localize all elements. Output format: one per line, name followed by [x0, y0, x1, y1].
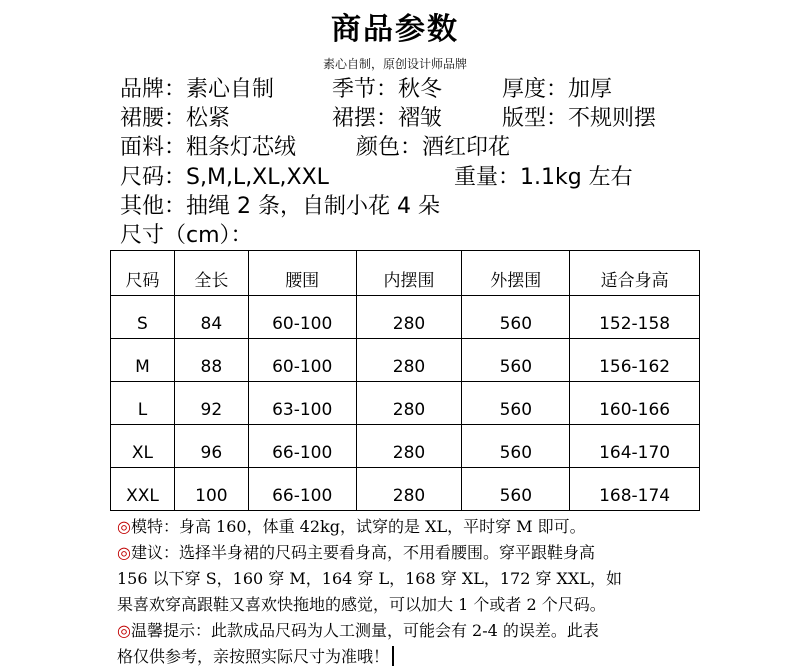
table-cell: 66-100: [248, 468, 356, 511]
table-cell: 168-174: [570, 468, 700, 511]
table-cell: 156-162: [570, 339, 700, 382]
table-row: [111, 468, 700, 511]
table-cell: 152-158: [570, 296, 700, 339]
table-cell: 280: [356, 296, 462, 339]
table-cell: XXL: [111, 468, 175, 511]
spec-sizes: 尺码：S,M,L,XL,XXL: [120, 165, 329, 190]
size-section-title: 尺寸（cm）：: [120, 223, 253, 248]
spec-other: 其他：抽绳 2 条，自制小花 4 朵: [120, 194, 440, 219]
table-cell: 96: [174, 425, 248, 468]
model-note: [117, 514, 677, 540]
spec-fit: 版型：不规则摆: [502, 106, 657, 131]
brand-subtitle: 素心自制，原创设计师品牌: [322, 57, 467, 71]
advice-note-line-3: 果喜欢穿高跟鞋又喜欢快拖地的感觉，可以加大 1 个或者 2 个尺码。: [117, 595, 606, 614]
tip-note-line-2-wrap: [117, 644, 677, 667]
tip-note-line-1: 温馨提示：此款成品尺码为人工测量，可能会有 2-4 的误差。此表: [130, 621, 599, 640]
table-cell: 92: [174, 382, 248, 425]
table-cell: XL: [111, 425, 175, 468]
table-cell: 560: [462, 382, 570, 425]
notes-section: [117, 514, 677, 667]
table-cell: M: [111, 339, 175, 382]
table-header-cell: 内摆围: [356, 251, 462, 296]
table-header-cell: 适合身高: [570, 251, 700, 296]
table-cell: 88: [174, 339, 248, 382]
table-cell: 164-170: [570, 425, 700, 468]
table-header-cell: 外摆围: [462, 251, 570, 296]
table-cell: 280: [356, 425, 462, 468]
advice-note-line-2: 156 以下穿 S，160 穿 M，164 穿 L，168 穿 XL，172 穿 XXL，如: [117, 569, 622, 588]
advice-note-line-1: 建议：选择半身裙的尺码主要看身高，不用看腰围。穿平跟鞋身高: [130, 543, 595, 562]
table-header-cell: 全长: [174, 251, 248, 296]
spec-waist: 裙腰：松紧: [120, 106, 231, 131]
tip-note: [117, 618, 677, 644]
spec-thickness: 厚度：加厚: [502, 77, 613, 102]
advice-note: [117, 540, 677, 566]
table-header-cell: 腰围: [248, 251, 356, 296]
model-note-text: 模特：身高 160，体重 42kg，试穿的是 XL，平时穿 M 即可。: [130, 517, 586, 536]
table-cell: 560: [462, 468, 570, 511]
circle-bullet-icon: ◎: [117, 517, 131, 536]
text-cursor: [392, 646, 394, 666]
size-table: [110, 250, 700, 511]
tip-note-line-2: 格仅供参考，亲按照实际尺寸为准哦！: [117, 647, 390, 666]
table-cell: 280: [356, 339, 462, 382]
table-cell: 100: [174, 468, 248, 511]
table-header-cell: 尺码: [111, 251, 175, 296]
table-cell: 60-100: [248, 339, 356, 382]
spec-weight: 重量：1.1kg 左右: [454, 165, 633, 190]
table-cell: 560: [462, 296, 570, 339]
table-cell: S: [111, 296, 175, 339]
spec-fabric: 面料：粗条灯芯绒: [120, 135, 297, 160]
table-row: [111, 339, 700, 382]
table-header-row: [111, 251, 700, 296]
table-row: [111, 425, 700, 468]
table-cell: L: [111, 382, 175, 425]
spec-season: 季节：秋冬: [332, 77, 443, 102]
spec-hem: 裙摆：褶皱: [332, 106, 443, 131]
table-cell: 66-100: [248, 425, 356, 468]
table-cell: 60-100: [248, 296, 356, 339]
table-cell: 160-166: [570, 382, 700, 425]
table-cell: 560: [462, 425, 570, 468]
table-cell: 63-100: [248, 382, 356, 425]
table-cell: 560: [462, 339, 570, 382]
circle-bullet-icon: ◎: [117, 543, 131, 562]
spec-color: 颜色：酒红印花: [356, 135, 511, 160]
table-cell: 280: [356, 382, 462, 425]
table-row: [111, 296, 700, 339]
page-title: 商品参数: [331, 12, 459, 47]
table-row: [111, 382, 700, 425]
table-cell: 280: [356, 468, 462, 511]
spec-brand: 品牌：素心自制: [120, 77, 275, 102]
table-cell: 84: [174, 296, 248, 339]
circle-bullet-icon: ◎: [117, 621, 131, 640]
